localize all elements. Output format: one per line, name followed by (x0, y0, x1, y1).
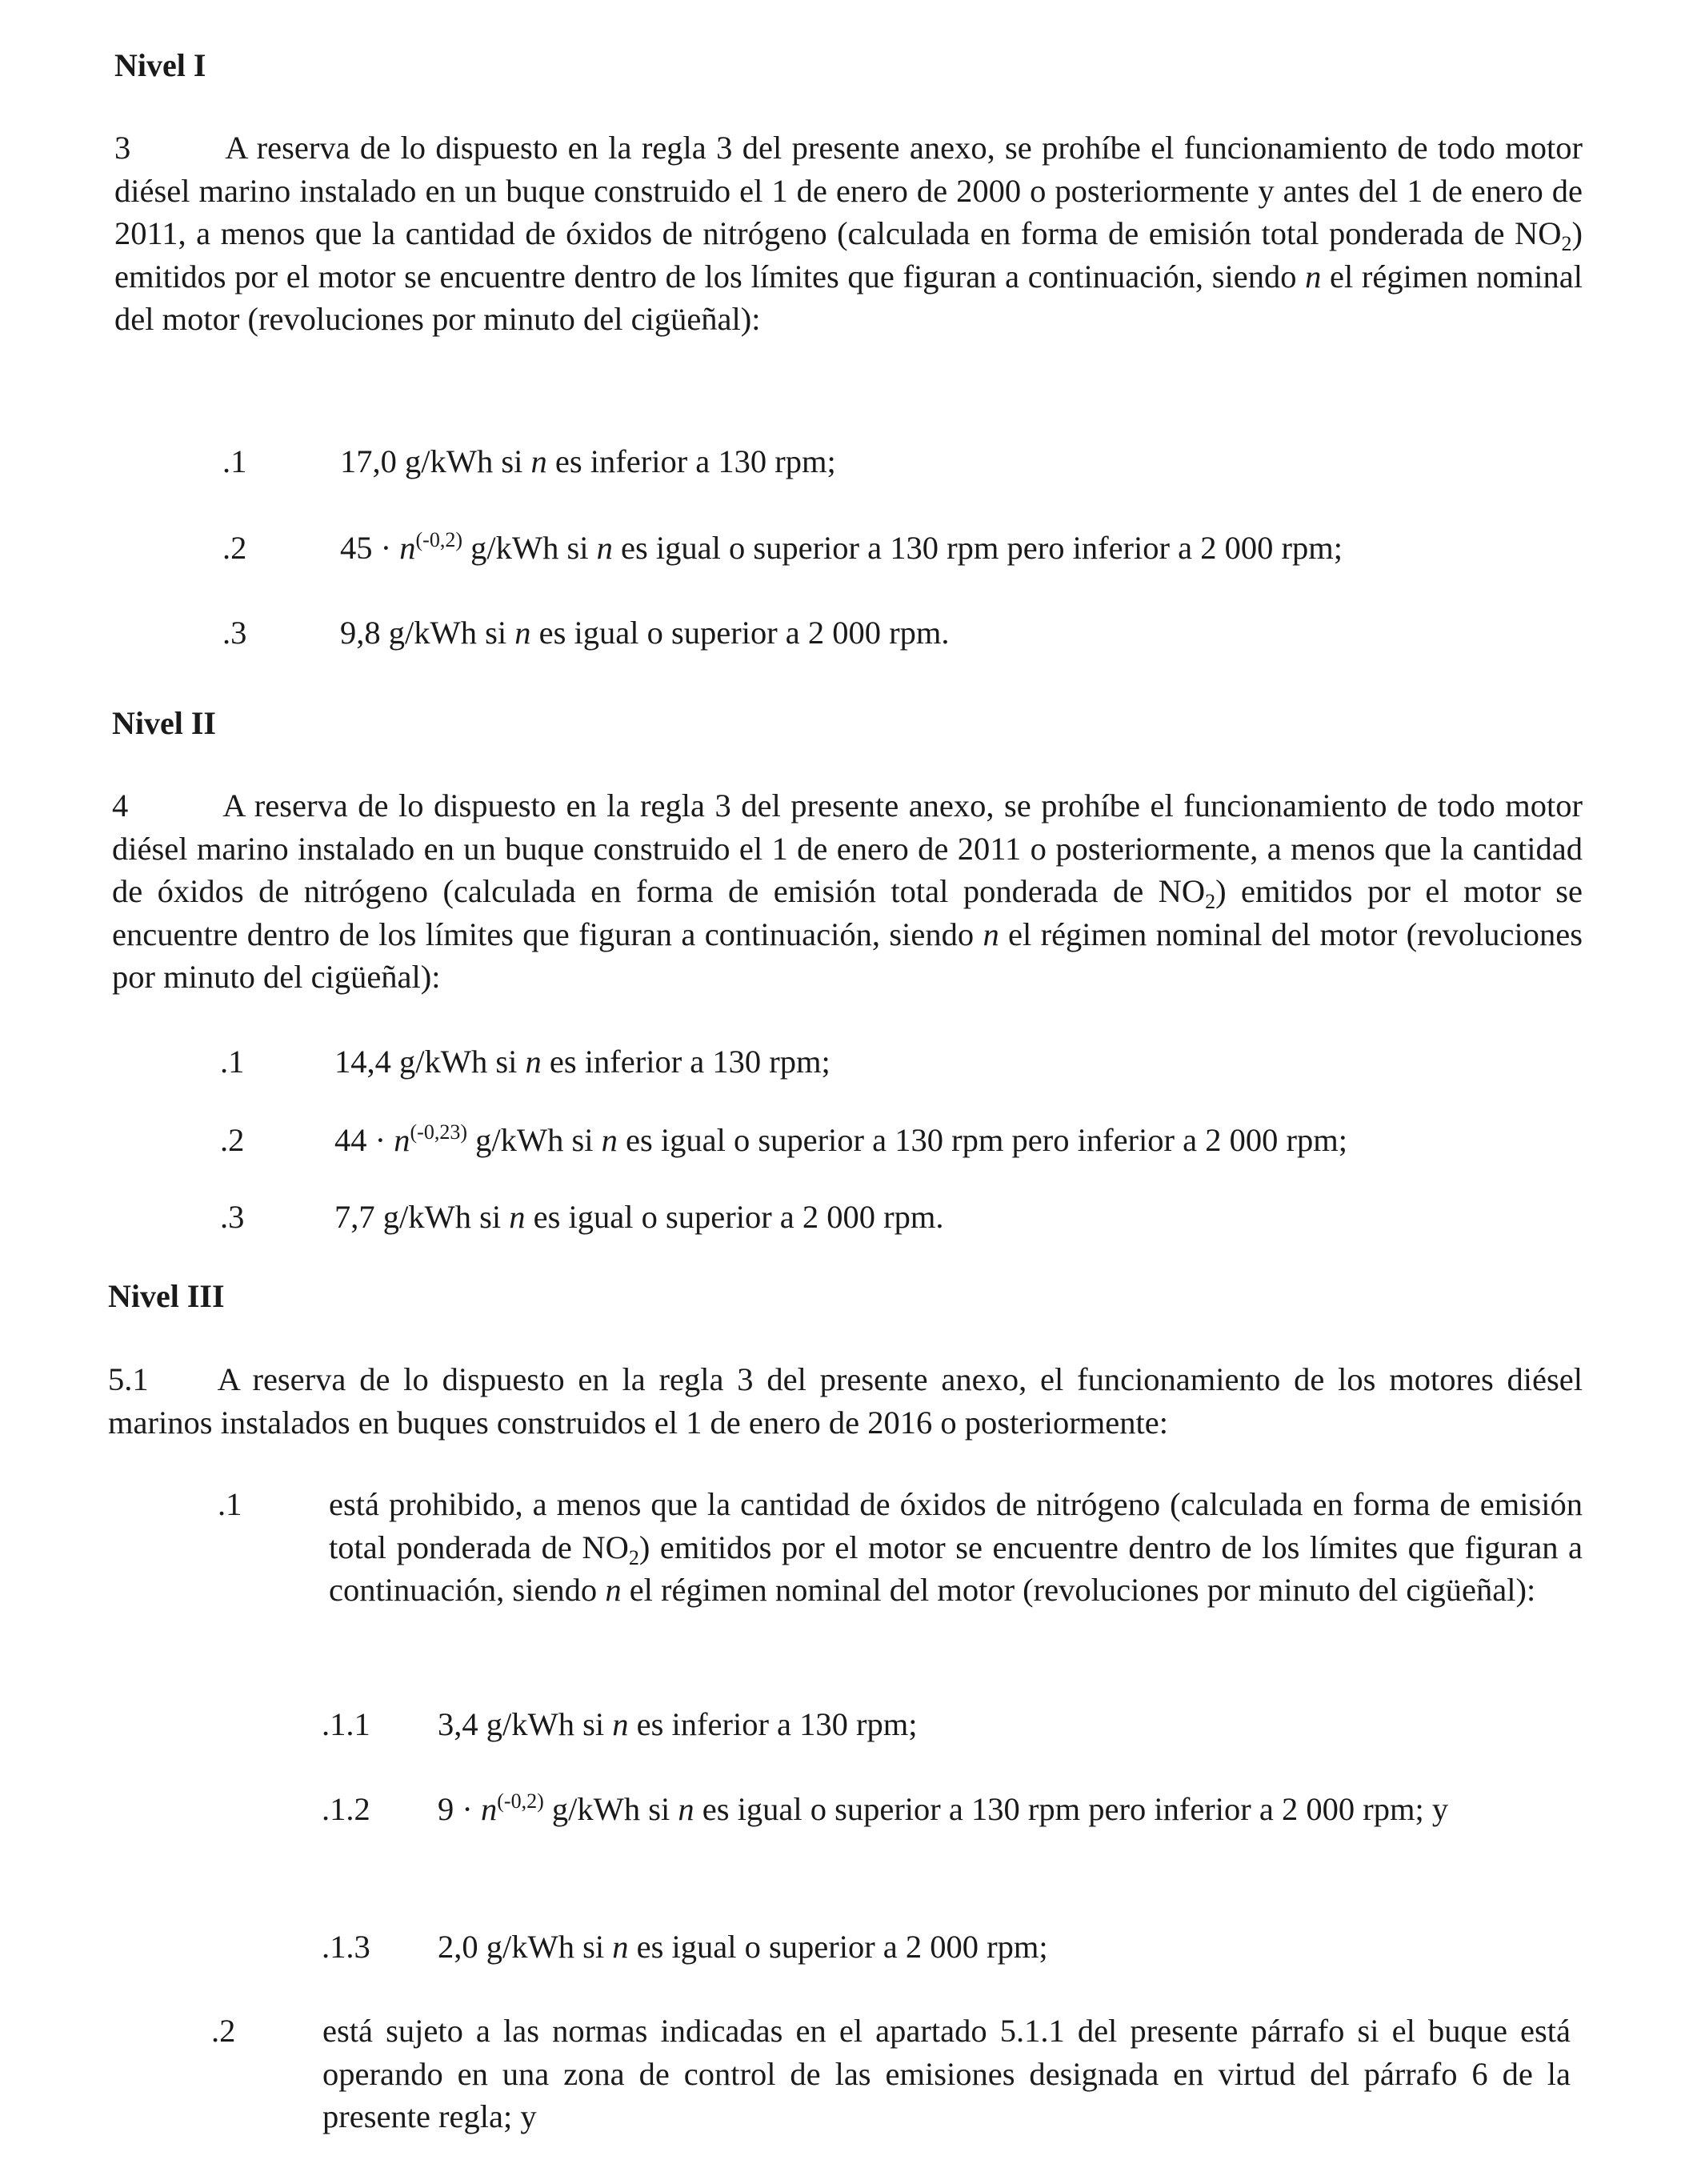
item-text: 14,4 g/kWh si n es inferior a 130 rpm; (334, 1044, 830, 1080)
paragraph-text: el régimen nominal del motor (revoluciones por minuto del cigüeñal): (112, 916, 1583, 995)
item-text: 17,0 g/kWh si n es inferior a 130 rpm; (340, 443, 836, 479)
variable: n (1305, 258, 1322, 295)
item-number: .1 (218, 1486, 242, 1522)
item-number: .1 (222, 443, 247, 479)
item-number: .1 (220, 1044, 245, 1080)
item-number: .1.2 (322, 1791, 370, 1827)
item-text: 7,7 g/kWh si n es igual o superior a 2 000 rpm. (334, 1199, 944, 1235)
item-number: .2 (220, 1122, 245, 1158)
item-text: 9,8 g/kWh si n es igual o superior a 2 000 rpm. (340, 615, 950, 651)
item-text: $45 \cdot n^{(-0,2)}$ g/kWh si n es igual o superior a 130 rpm pero inferior a 2 000 rpm; (340, 528, 1343, 566)
item-number: .3 (220, 1199, 245, 1235)
variable: n (983, 916, 999, 952)
item-text: $44 \cdot n^{(-0,23)}$ g/kWh si n es igual o superior a 130 rpm pero inferior a 2 000 rpm; (334, 1120, 1347, 1158)
subscript: 2 (1561, 232, 1572, 255)
section-heading-nivel-3: Nivel III (108, 1278, 225, 1314)
paragraph-number: 3 (114, 130, 131, 166)
paragraph-number: 5.1 (108, 1361, 149, 1397)
section-heading-nivel-2: Nivel II (112, 705, 216, 741)
paragraph-text: ) emitidos por el motor se encuentre dentro de los límites que figuran a continuación, siendo (112, 873, 1583, 952)
paragraph-number: 4 (112, 787, 129, 824)
item-text: está prohibido, a menos que la cantidad de óxidos de nitrógeno (calculada en forma de emisión total ponderada de $NO_2$) emitidos por el motor se encuentre dentro de los límites que figuran a continuación, siendo n el régimen nominal del motor (revoluciones por minuto del cigüeñal): (329, 1486, 1583, 1608)
paragraph-4 (112, 784, 1583, 999)
item-number: .1.3 (322, 1929, 370, 1965)
item-text: está sujeto a las normas indicadas en el apartado 5.1.1 del presente párrafo si el buque está operando en una zona de control de las emisiones designada en virtud del párrafo 6 de la presente regla; y (322, 2013, 1571, 2134)
paragraph-3 (114, 126, 1583, 341)
paragraph-text: el régimen nominal del motor (revoluciones por minuto del cigüeñal): (114, 258, 1583, 337)
paragraph-5-1 (108, 1358, 1583, 1444)
item-number: .1.1 (322, 1706, 370, 1742)
paragraph-text: ) emitidos por el motor se encuentre dentro de los límites que figuran a continuación, siendo (114, 215, 1583, 295)
paragraph-text: A reserva de lo dispuesto en la regla 3 del presente anexo, el funcionamiento de los motores diésel marinos instalados en buques construidos el 1 de enero de 2016 o posteriormente: (108, 1361, 1583, 1441)
section-heading-nivel-1: Nivel I (114, 47, 206, 83)
item-number: .2 (211, 2013, 236, 2049)
item-text: 2,0 g/kWh si n es igual o superior a 2 000 rpm; (438, 1929, 1048, 1965)
paragraph-text: A reserva de lo dispuesto en la regla 3 del presente anexo, se prohíbe el funcionamiento de todo motor diésel marino instalado en un buque construido el 1 de enero de 2011 o posteriormente, a menos que la cantidad de óxidos de nitrógeno (calculada en forma de emisión total ponderada de NO (112, 787, 1583, 909)
paragraph-text: A reserva de lo dispuesto en la regla 3 del presente anexo, se prohíbe el funcionamiento de todo motor diésel marino instalado en un buque construido el 1 de enero de 2000 o posteriormente y antes del 1 de enero de 2011, a menos que la cantidad de óxidos de nitrógeno (calculada en forma de emisión total ponderada de NO (114, 130, 1583, 251)
item-number: .2 (222, 530, 247, 566)
subscript: 2 (1205, 890, 1216, 913)
item-text: 3,4 g/kWh si n es inferior a 130 rpm; (438, 1706, 918, 1742)
item-number: .3 (222, 615, 247, 651)
item-text: $9 \cdot n^{(-0,2)}$ g/kWh si n es igual o superior a 130 rpm pero inferior a 2 000 rpm; y (438, 1789, 1449, 1827)
